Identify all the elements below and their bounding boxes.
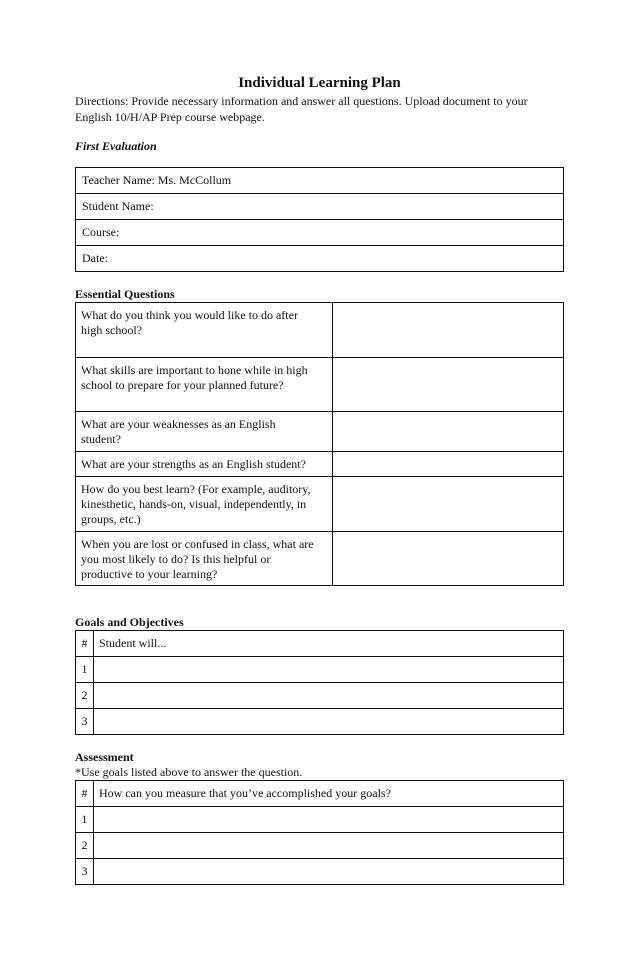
table-row xyxy=(76,859,564,885)
goals-text-header: Student will... xyxy=(94,631,564,657)
info-row-course xyxy=(76,220,564,246)
table-row xyxy=(76,709,564,735)
question-line: How do you best learn? (For example, auditory, xyxy=(81,482,311,496)
answer-cell[interactable] xyxy=(333,412,564,452)
question-cell xyxy=(76,452,333,477)
question-cell xyxy=(76,358,333,412)
answer-cell[interactable] xyxy=(333,303,564,358)
question-cell xyxy=(76,303,333,358)
assessment-text-header: How can you measure that you’ve accomplished your goals? xyxy=(94,781,564,807)
info-row-teacher xyxy=(76,168,564,194)
info-row-student xyxy=(76,194,564,220)
question-row xyxy=(76,452,564,477)
document-page xyxy=(75,74,564,885)
question-line: high school? xyxy=(81,323,142,337)
assessment-number: 3 xyxy=(76,859,94,885)
question-cell xyxy=(76,532,333,586)
question-line: When you are lost or confused in class, what are xyxy=(81,537,314,551)
first-evaluation-table xyxy=(75,167,564,272)
question-row xyxy=(76,358,564,412)
teacher-name-cell[interactable]: Teacher Name: Ms. McCollum xyxy=(76,168,564,194)
document-title: Individual Learning Plan xyxy=(238,75,401,91)
question-cell xyxy=(76,412,333,452)
goal-entry[interactable] xyxy=(94,709,564,735)
table-row xyxy=(76,657,564,683)
question-line: What skills are important to hone while in high xyxy=(81,363,308,377)
assessment-number: 2 xyxy=(76,833,94,859)
question-row xyxy=(76,303,564,358)
goal-number: 3 xyxy=(76,709,94,735)
info-row-date xyxy=(76,246,564,272)
answer-cell[interactable] xyxy=(333,358,564,412)
question-line: groups, etc.) xyxy=(81,512,141,526)
answer-cell[interactable] xyxy=(333,532,564,586)
goals-heading: Goals and Objectives xyxy=(75,615,184,629)
first-evaluation-heading: First Evaluation xyxy=(75,139,157,153)
goal-number: 1 xyxy=(76,657,94,683)
question-row xyxy=(76,412,564,452)
assessment-heading: Assessment xyxy=(75,750,134,764)
goals-number-header: # xyxy=(76,631,94,657)
answer-cell[interactable] xyxy=(333,452,564,477)
table-row xyxy=(76,833,564,859)
question-line: What are your weaknesses as an English xyxy=(81,417,276,431)
assessment-entry[interactable] xyxy=(94,807,564,833)
question-row xyxy=(76,532,564,586)
table-row xyxy=(76,807,564,833)
question-cell xyxy=(76,477,333,532)
assessment-table xyxy=(75,780,564,885)
directions-line-1: Directions: Provide necessary information and answer all questions. Upload document to your xyxy=(75,94,528,108)
student-name-cell[interactable]: Student Name: xyxy=(76,194,564,220)
goals-table xyxy=(75,630,564,735)
table-row xyxy=(76,683,564,709)
question-line: kinesthetic, hands-on, visual, independently, in xyxy=(81,497,307,511)
essential-questions-table xyxy=(75,302,564,586)
date-cell[interactable]: Date: xyxy=(76,246,564,272)
assessment-entry[interactable] xyxy=(94,833,564,859)
question-line: productive to your learning? xyxy=(81,567,218,581)
goals-header-row xyxy=(76,631,564,657)
goal-entry[interactable] xyxy=(94,683,564,709)
assessment-note: *Use goals listed above to answer the question. xyxy=(75,765,303,779)
question-line: What do you think you would like to do after xyxy=(81,308,298,322)
assessment-number: 1 xyxy=(76,807,94,833)
question-line: school to prepare for your planned future? xyxy=(81,378,284,392)
assessment-number-header: # xyxy=(76,781,94,807)
assessment-header-row xyxy=(76,781,564,807)
assessment-entry[interactable] xyxy=(94,859,564,885)
goal-entry[interactable] xyxy=(94,657,564,683)
question-row xyxy=(76,477,564,532)
essential-questions-heading: Essential Questions xyxy=(75,287,175,301)
question-line: student? xyxy=(81,432,121,446)
goal-number: 2 xyxy=(76,683,94,709)
question-line: What are your strengths as an English student? xyxy=(81,456,306,471)
directions-line-2: English 10/H/AP Prep course webpage. xyxy=(75,110,265,124)
course-cell[interactable]: Course: xyxy=(76,220,564,246)
directions-text xyxy=(75,93,564,125)
question-line: you most likely to do? Is this helpful or xyxy=(81,552,271,566)
answer-cell[interactable] xyxy=(333,477,564,532)
